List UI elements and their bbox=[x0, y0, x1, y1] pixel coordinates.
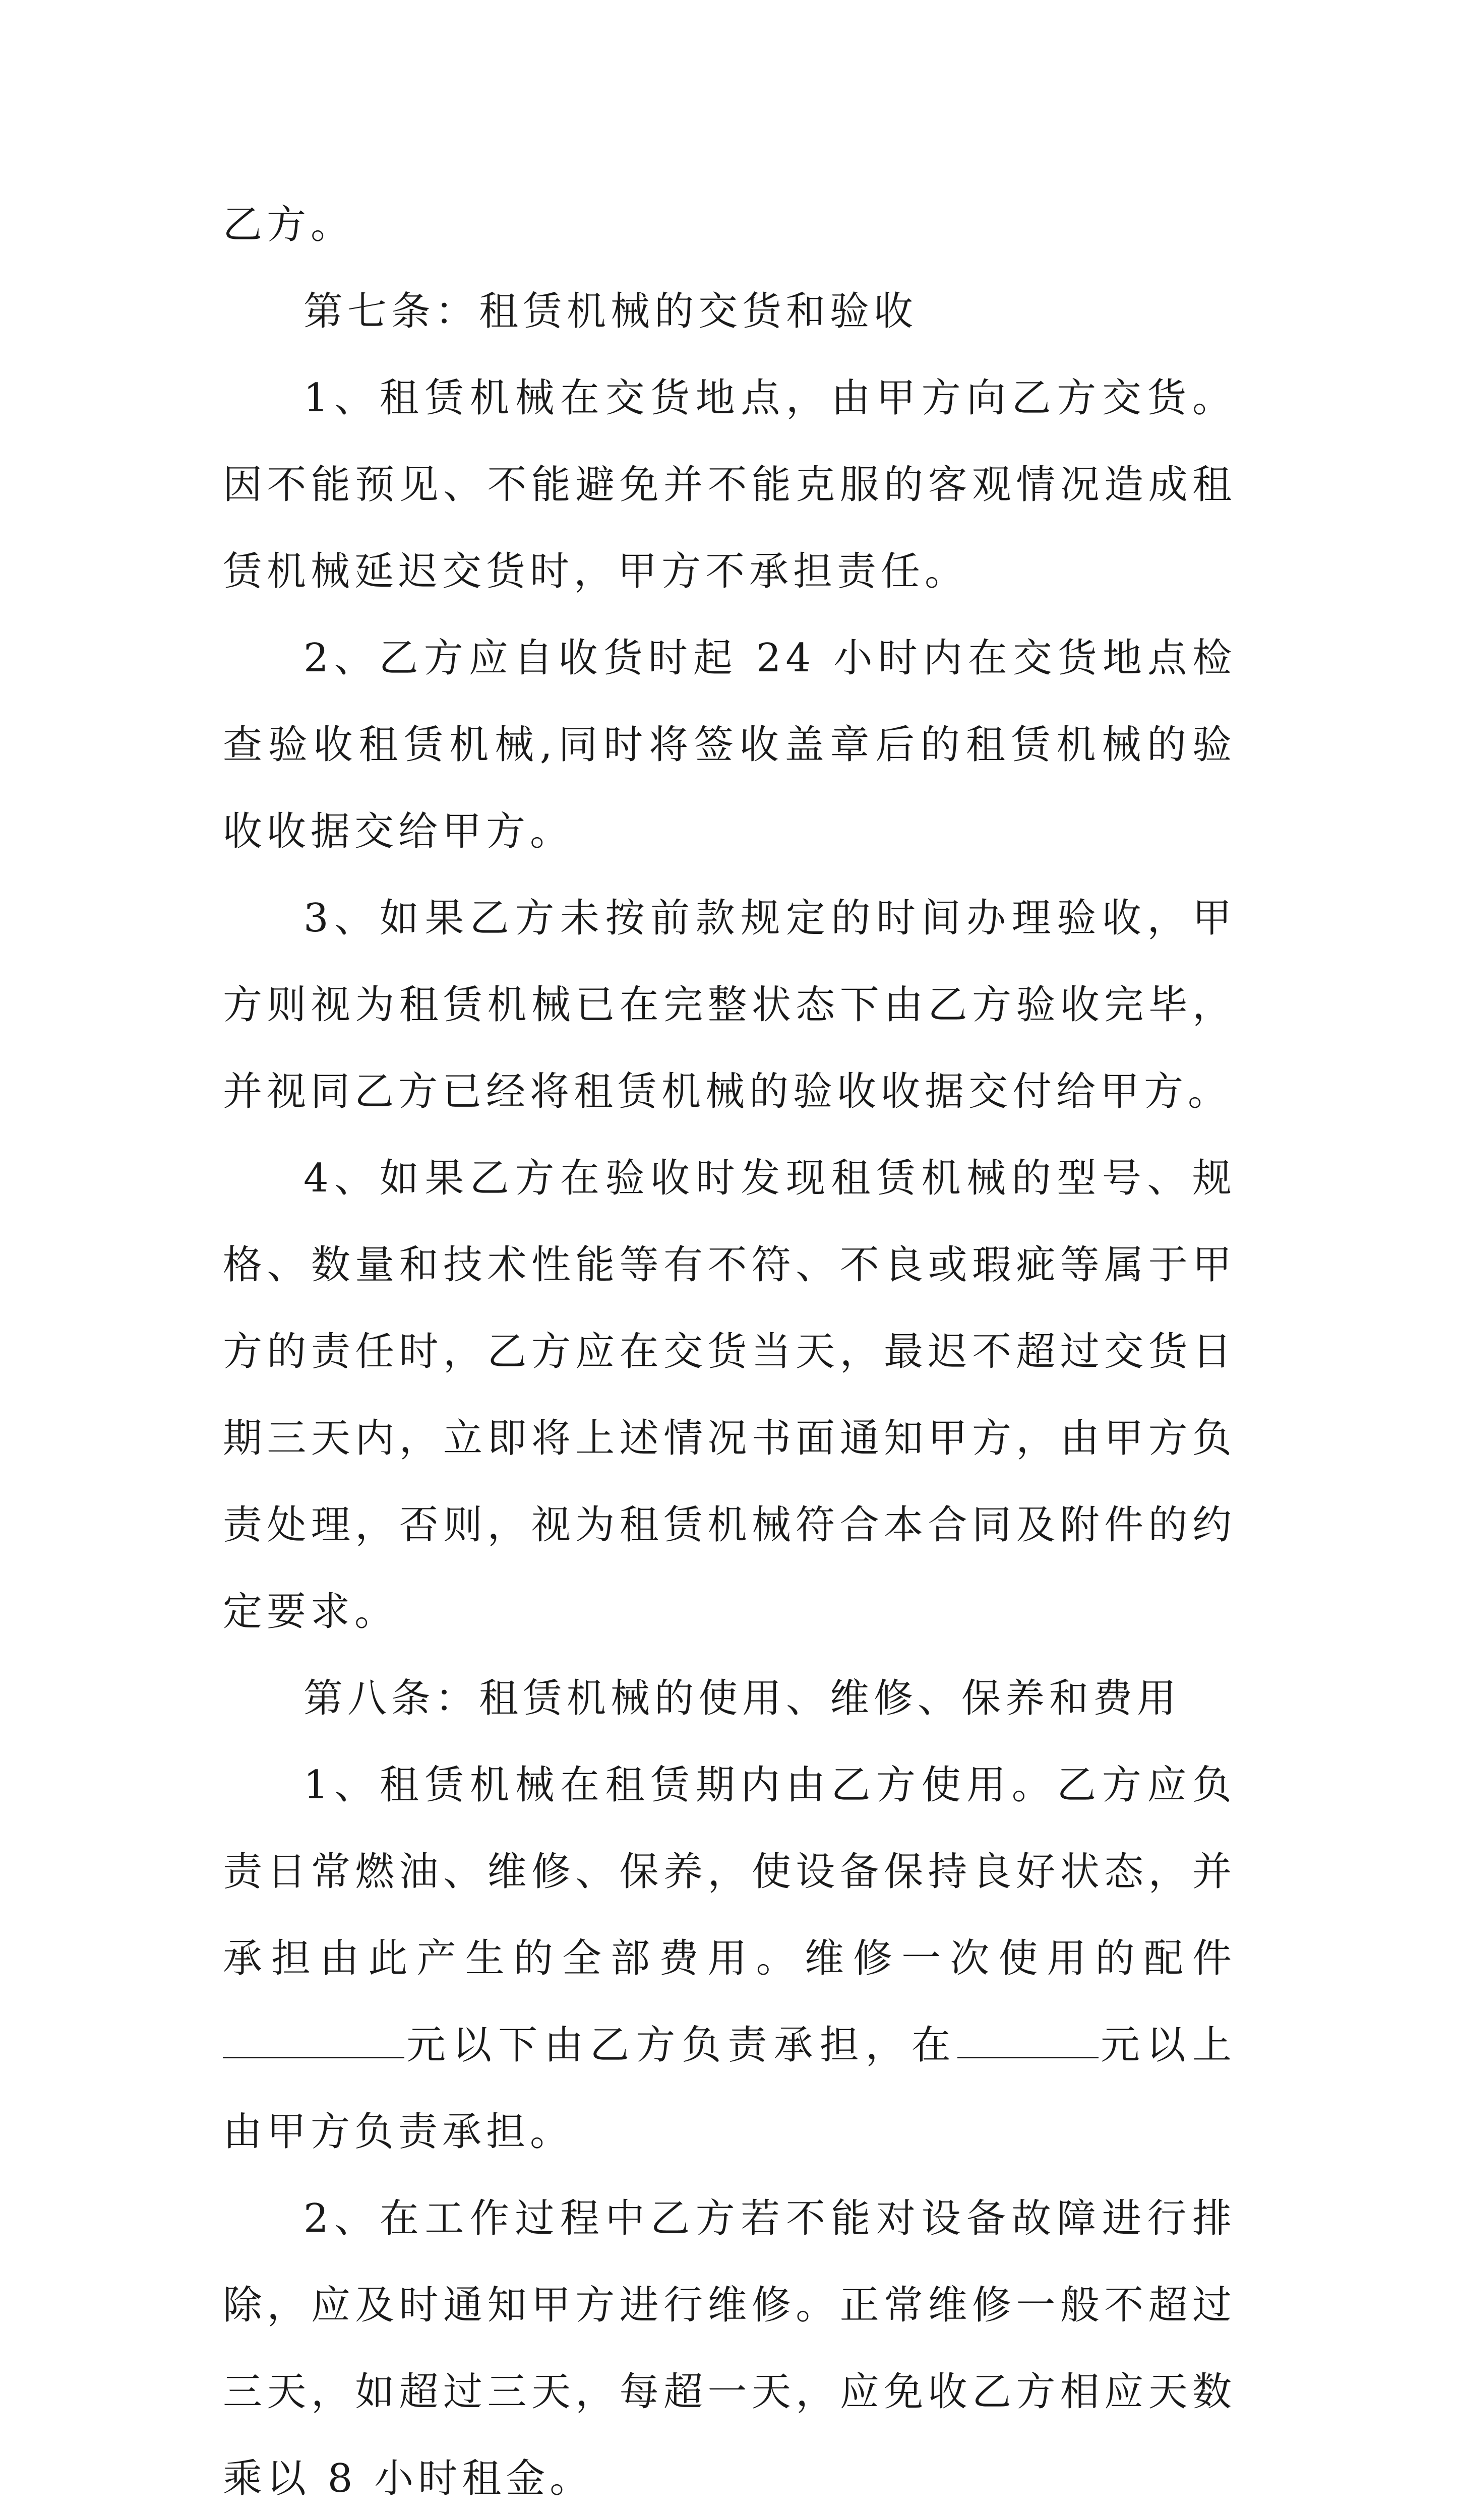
article-8-clause-1-part-1: 1、租赁机械在租赁期内由乙方使用。乙方应负责日常燃油、维修、保养，使设备保持良好状态，并承担由此产生的全部费用。维修一次使用的配件 bbox=[223, 1762, 1236, 1981]
article-8-clause-1-part-3: 元以上由甲方负责承担。 bbox=[223, 2023, 1236, 2155]
article-8-heading: 第八条：租赁机械的使用、维修、保养和费用 bbox=[303, 1676, 1181, 1721]
amount-blank-2 bbox=[957, 2022, 1099, 2058]
article-8-clause-2: 2、在工作过程中乙方若不能对设备故障进行排除，应及时通知甲方进行维修。正常维修一般不超过三天，如超过三天，每超一天，应免收乙方相应天数乘以 8 小时租金。 bbox=[223, 2196, 1236, 2501]
document-body bbox=[223, 181, 1236, 2520]
article-7-clause-1: 1、租赁机械在交货地点，由甲方向乙方交货。因不能预见、不能避免并不能克服的客观情况造成租赁机械延迟交货时，甲方不承担责任。 bbox=[223, 375, 1236, 594]
article-7-clause-4: 4、如果乙方在验收时发现租赁机械的型号、规格、数量和技术性能等有不符、不良或瑕疵等属于甲方的责任时，乙方应在交货当天，最迟不超过交货日期三天内，立即将上述情况书面通知甲方，由甲方负责处理，否则，视为租赁机械符合本合同及附件的约定要求。 bbox=[223, 1156, 1236, 1634]
article-8-clause-1-part-2: 元以下由乙方负责承担，在 bbox=[404, 2023, 957, 2068]
article-8-clause-1 bbox=[223, 1742, 1236, 2175]
amount-blank-1 bbox=[223, 2022, 404, 2058]
article-7-clause-3: 3、如果乙方未按前款规定的时间办理验收，甲方则视为租赁机械已在完整状态下由乙方验收完毕，并视同乙方已经将租赁机械的验收收据交付给甲方。 bbox=[223, 896, 1236, 1114]
article-7-heading: 第七条：租赁机械的交货和验收 bbox=[303, 289, 918, 334]
article-7-clause-2: 2、乙方应自收货时起 24 小时内在交货地点检查验收租赁机械,同时将签收盖章后的租赁机械的验收收据交给甲方。 bbox=[223, 636, 1236, 854]
paragraph-continuation: 乙方。 bbox=[223, 202, 355, 247]
